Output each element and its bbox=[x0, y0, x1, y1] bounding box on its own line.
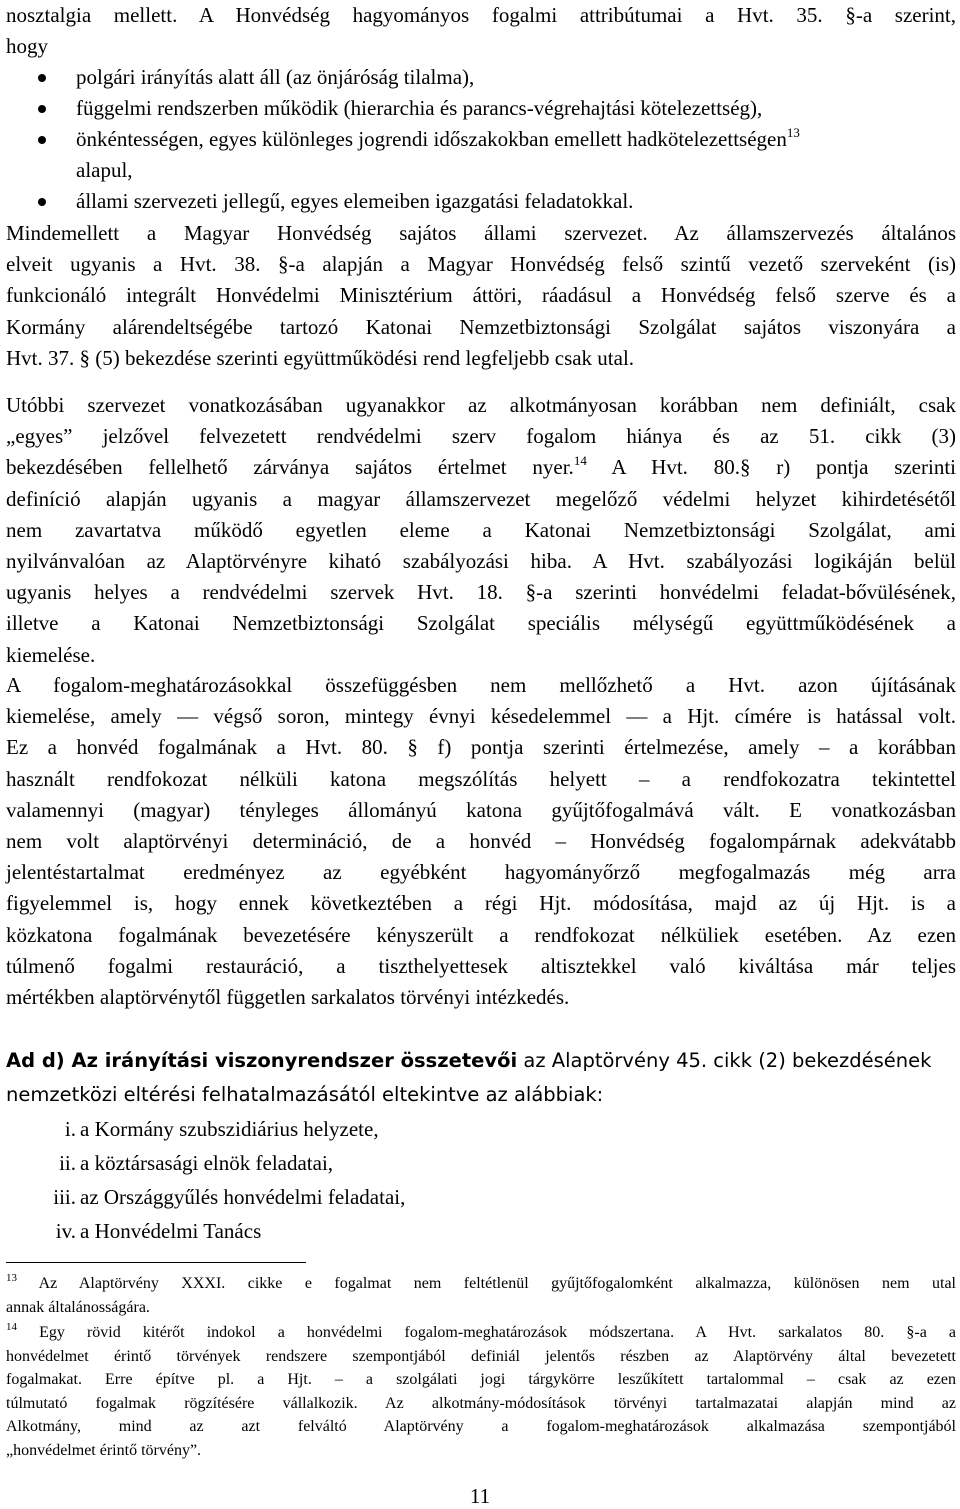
section-heading bbox=[6, 1044, 956, 1112]
page-number: 11 bbox=[469, 1484, 491, 1508]
paragraph-national-security bbox=[6, 390, 956, 671]
text-line: „egyes” jelzővel felvezetett rendvédelmi szerv fogalom hiánya és az 51. cikk (3) bbox=[6, 424, 956, 449]
bullet-text: polgári irányítás alatt áll (az önjáróság tilalma), bbox=[76, 65, 475, 89]
text-line bbox=[6, 452, 956, 483]
bullet-text-main: önkéntességen, egyes különleges jogrendi időszakokban emellett hadkötelezettségen bbox=[76, 127, 787, 151]
bullet-text: függelmi rendszerben működik (hierarchia és parancs-végrehajtási kötelezettség), bbox=[76, 96, 763, 120]
footnote-ref: 14 bbox=[573, 453, 587, 469]
text-line: funkcionáló integrált Honvédelmi Minisztérium áttöri, ráadásul a Honvédség felső szerve és a bbox=[6, 283, 956, 308]
text-line: A fogalom-meghatározásokkal összefüggésben nem mellőzhető a Hvt. azon újításának bbox=[6, 673, 956, 697]
text-line: ugyanis helyes a rendvédelmi szervek Hvt. 18. §-a szerinti honvédelmi feladat-bővülésének, bbox=[6, 580, 956, 605]
text-line: kiemelése. bbox=[6, 642, 96, 667]
list-text: a Honvédelmi Tanács bbox=[80, 1219, 262, 1243]
text-line: valamennyi (magyar) tényleges állományú katona gyűjtőfogalmává vált. E vonatkozásban bbox=[6, 797, 956, 822]
text-line: Utóbbi szervezet vonatkozásában ugyanakkor az alkotmányosan korábban nem definiált, csak bbox=[6, 393, 956, 417]
footnote-ref: 13 bbox=[786, 125, 800, 140]
list-text: a köztársasági elnök feladatai, bbox=[80, 1151, 334, 1175]
footnote-number: 14 bbox=[6, 1321, 17, 1333]
list-text: a Kormány szubszidiárius helyzete, bbox=[80, 1117, 379, 1141]
text-line: Kormány alárendeltségébe tartozó Katonai Nemzetbiztonsági Szolgálat sajátos viszonyára a bbox=[6, 314, 956, 339]
text-segment: A Hvt. 80.§ r) pontja szerinti bbox=[611, 455, 957, 480]
footnote-number: 13 bbox=[6, 1272, 17, 1284]
heading-line: nemzetközi eltérési felhatalmazásától eltekintve az alábbiak: bbox=[6, 1083, 604, 1106]
footnote-line: fogalmakat. Erre építve pl. a Hjt. – a szolgálati jogi tárgykörre leszűkített tartalommal – csak az ezen bbox=[6, 1371, 956, 1388]
paragraph-definitions bbox=[6, 670, 956, 1013]
text-line: nem zavartatva működő egyetlen eleme a Katonai Nemzetbiztonsági Szolgálat, ami bbox=[6, 517, 956, 542]
bullet-icon bbox=[38, 198, 46, 206]
footnote-line: honvédelmet érintő törvények rendszere szempontjából definiál jelentős részben az Alaptörvény által bevezetett bbox=[6, 1347, 956, 1365]
text-line: használt rendfokozat nélküli katona megszólítás helyett – a rendfokozatra tekintettel bbox=[6, 766, 956, 791]
bullet-text: alapul, bbox=[76, 158, 133, 182]
text-line: nem volt alaptörvényi determináció, de a honvéd – Honvédség fogalompárnak adekvátabb bbox=[6, 829, 956, 854]
text-line: közkatona fogalmának bevezetésére kényszerült a rendfokozat nélküliek esetében. Az ezen bbox=[6, 922, 956, 947]
paragraph-state-organization bbox=[6, 218, 956, 374]
paragraph-intro bbox=[6, 0, 956, 62]
bullet-text bbox=[76, 124, 800, 155]
text-line: mértékben alaptörvénytől független sarkalatos törvényi intézkedés. bbox=[6, 985, 570, 1010]
list-number: i. bbox=[64, 1117, 76, 1141]
text-line: nyilvánvalóan az Alaptörvényre kiható szabályozási hiba. A Hvt. szabályozási logikáján belül bbox=[6, 549, 956, 574]
text-line: elveit ugyanis a Hvt. 38. §-a alapján a Magyar Honvédség felső szintű vezető szerveként (is) bbox=[6, 252, 956, 277]
text-line: Ez a honvéd fogalmának a Hvt. 80. § f) pontja szerinti értelmezése, amely – a korábban bbox=[6, 735, 956, 760]
bullet-text: állami szervezeti jellegű, egyes elemeiben igazgatási feladatokkal. bbox=[76, 189, 634, 213]
text-line: jelentéstartalmat eredményez az egyébként hagyományőrző megfogalmazás még arra bbox=[6, 860, 956, 885]
list-number: iv. bbox=[55, 1219, 76, 1243]
bullet-icon bbox=[38, 74, 46, 82]
list-text: az Országgyűlés honvédelmi feladatai, bbox=[80, 1185, 406, 1209]
footnote-line bbox=[6, 1272, 956, 1296]
text-line: figyelemmel is, hogy ennek következtében a régi Hjt. módosítása, majd az új Hjt. is a bbox=[6, 891, 956, 916]
text-line: Mindemellett a Magyar Honvédség sajátos állami szervezet. Az államszervezés általános bbox=[6, 221, 956, 245]
footnote-13 bbox=[6, 1272, 956, 1319]
text-segment: Az Alaptörvény XXXI. cikke e fogalmat nem feltétlenül gyűjtőfogalomként alkalmazza, különösen nem utal bbox=[38, 1275, 956, 1292]
footnote-line: túlmutató fogalmak rögzítésére vállalkozik. Az alkotmány-módosítások törvényi tartalmazatai alapján mind az bbox=[6, 1394, 956, 1412]
footnote-line: Alkotmány, mind az azt felváltó Alaptörvény a fogalom-meghatározások alkalmazása szempontjából bbox=[6, 1418, 956, 1435]
heading-rest: az Alaptörvény 45. cikk (2) bekezdésének bbox=[517, 1049, 932, 1072]
footnote-line: „honvédelmet érintő törvény”. bbox=[6, 1441, 202, 1459]
footnote-line bbox=[6, 1321, 956, 1345]
text-line: illetve a Katonai Nemzetbiztonsági Szolgálat speciális mélységű együttműködésének a bbox=[6, 611, 956, 636]
list-number: ii. bbox=[59, 1151, 76, 1175]
heading-bold: Ad d) Az irányítási viszonyrendszer összetevői bbox=[6, 1049, 518, 1072]
text-line: definíció alapján ugyanis a magyar államszervezet megelőző védelmi helyzet kihirdetésétől bbox=[6, 486, 956, 511]
heading-line bbox=[6, 1044, 956, 1078]
text-line: Hvt. 37. § (5) bekezdése szerinti együttműködési rend legfeljebb csak utal. bbox=[6, 345, 635, 370]
text-segment: bekezdésében fellelhető zárványa sajátos értelmet nyer. bbox=[6, 455, 574, 480]
text-line: túlmenő fogalmi restauráció, a tiszthelyettesek altisztekkel való kiváltása már teljes bbox=[6, 953, 956, 978]
bullet-icon bbox=[38, 136, 46, 144]
footnote-separator bbox=[6, 1262, 306, 1263]
footnote-line: annak általánosságára. bbox=[6, 1298, 150, 1316]
text-line: nosztalgia mellett. A Honvédség hagyományos fogalmi attribútumai a Hvt. 35. §-a szerint, bbox=[6, 3, 956, 27]
text-line: kiemelése, amely — végső soron, mintegy évnyi késedelemmel — a Hjt. címére is hatással volt. bbox=[6, 704, 956, 729]
text-segment: Egy rövid kitérőt indokol a honvédelmi fogalom-meghatározások módszertana. A Hvt. sarkalatos 80. §-a a bbox=[39, 1324, 957, 1341]
footnote-14 bbox=[6, 1321, 956, 1462]
bullet-icon bbox=[38, 105, 46, 113]
list-number: iii. bbox=[53, 1185, 76, 1209]
text-line: hogy bbox=[6, 34, 48, 59]
